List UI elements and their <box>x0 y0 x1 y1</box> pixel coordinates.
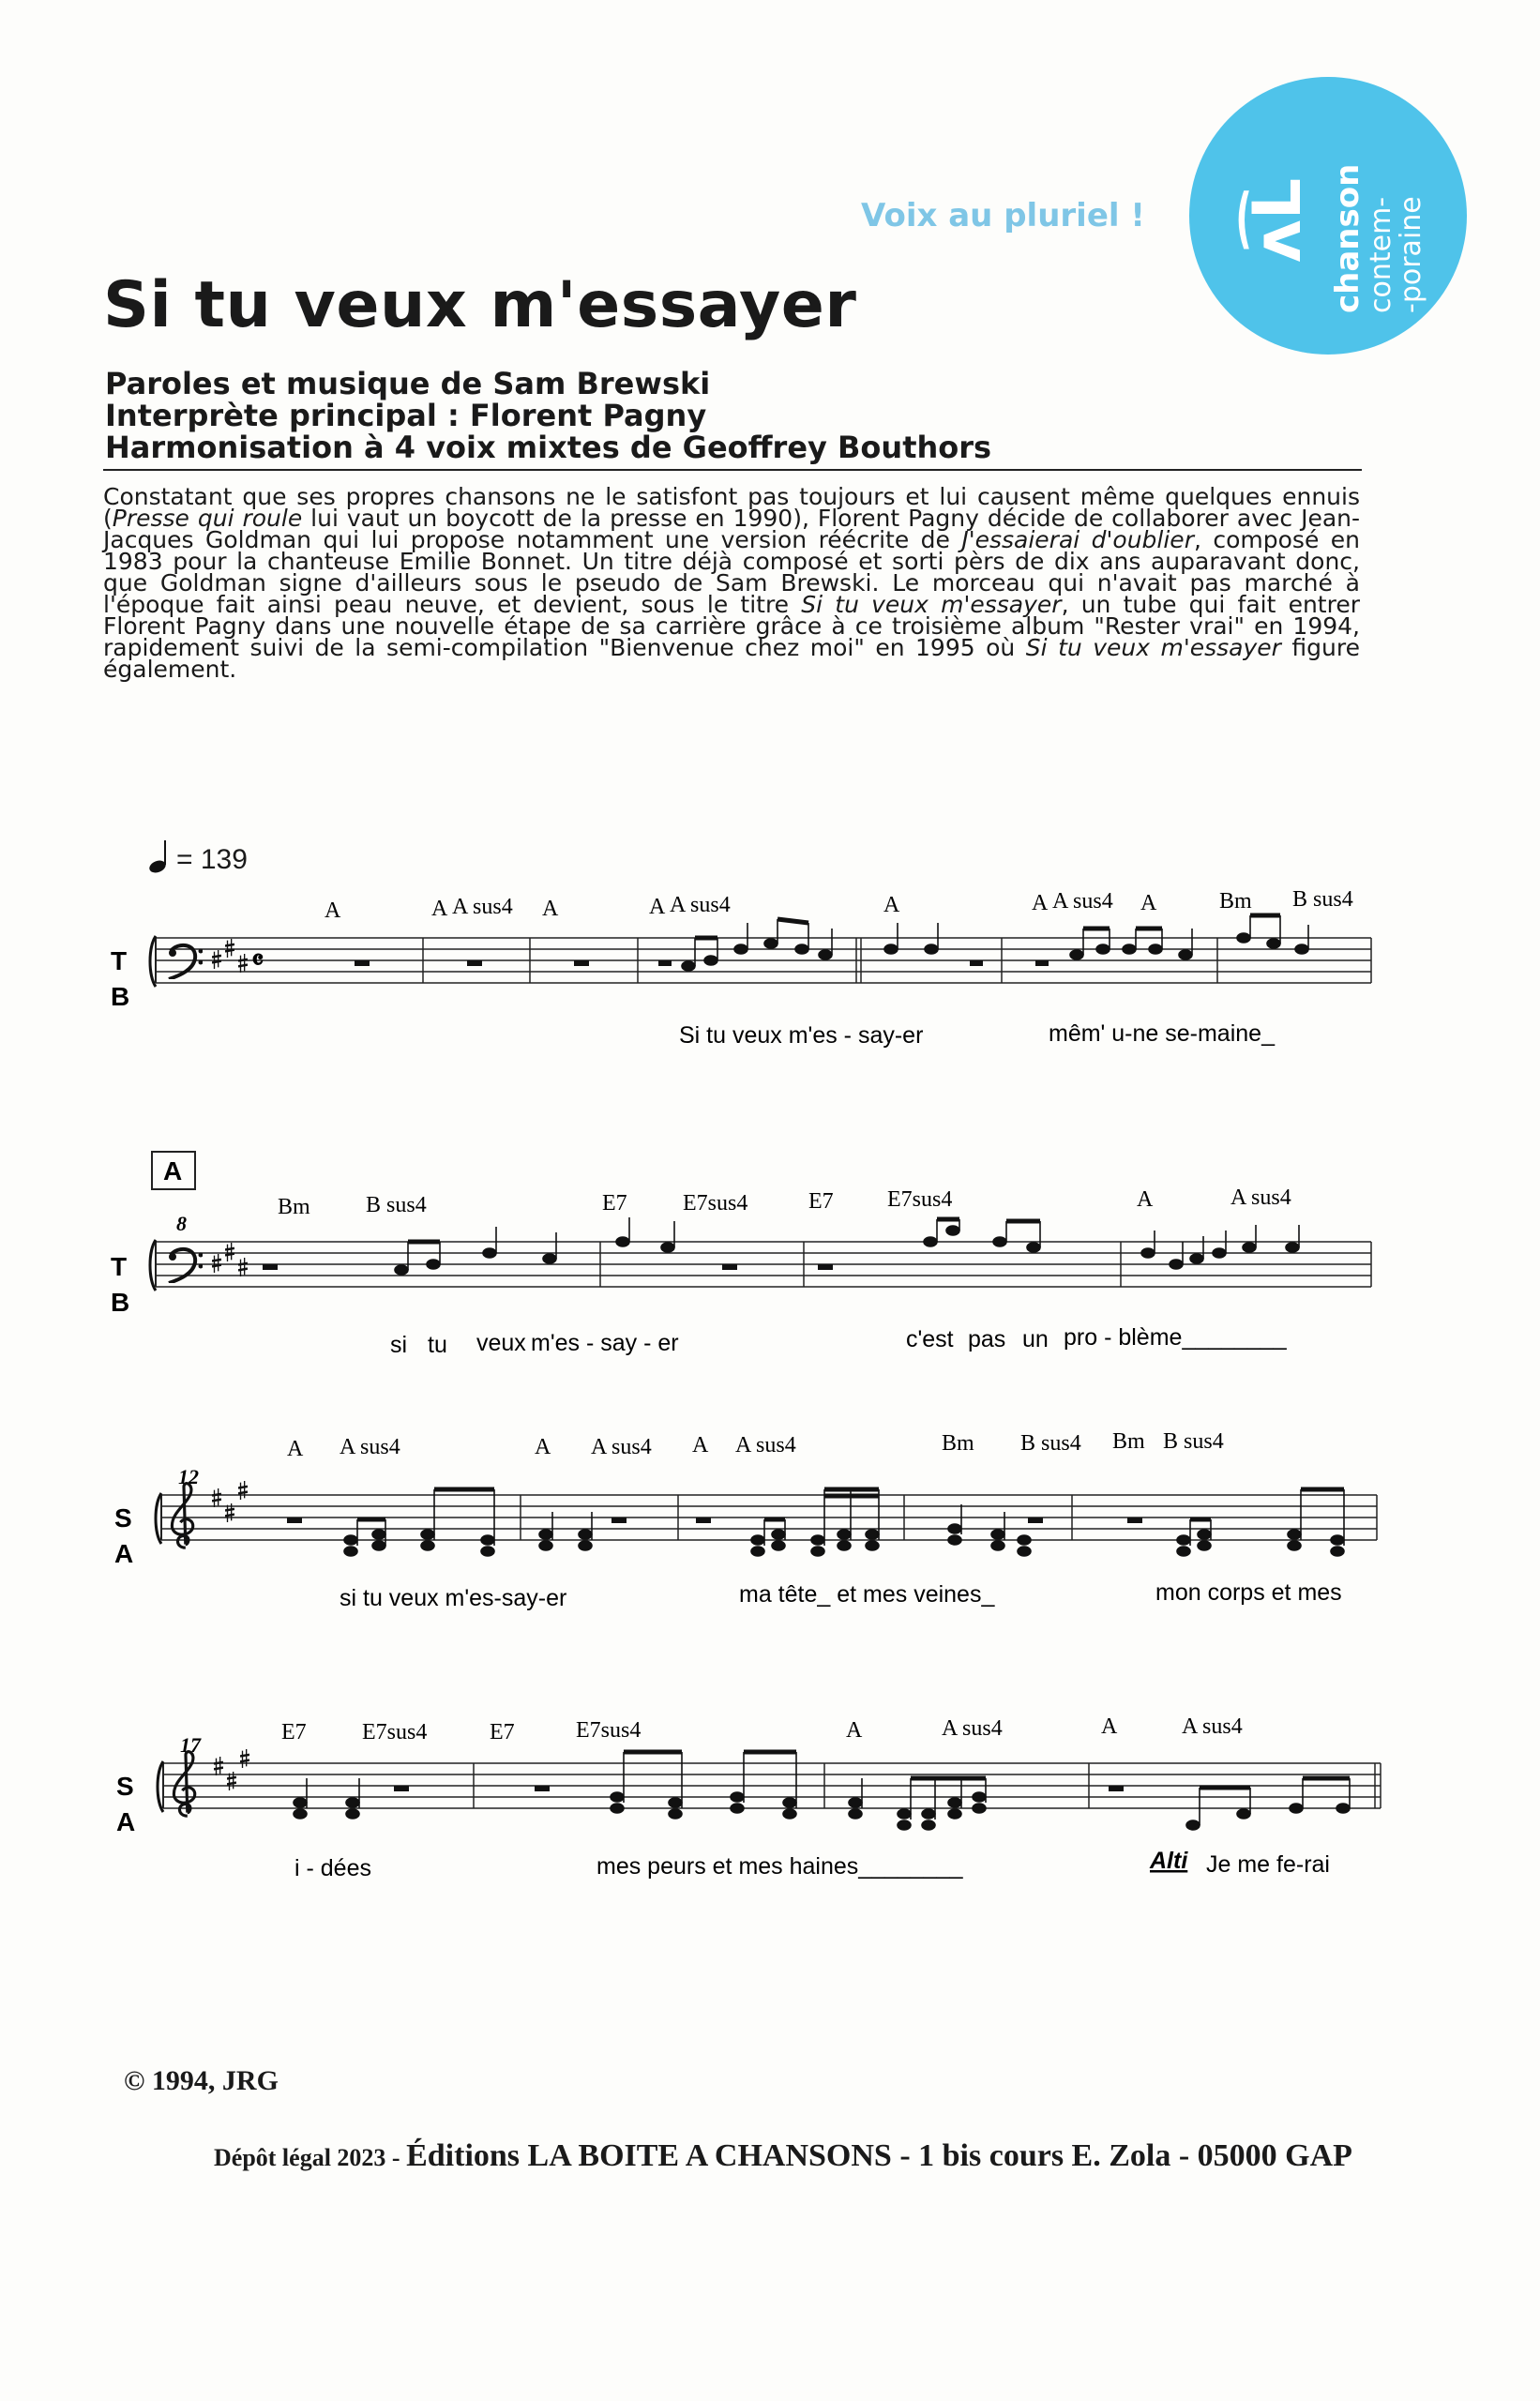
part-label-s: S <box>116 1772 134 1801</box>
chord-symbol: Bm <box>278 1195 310 1219</box>
chord-symbol: A <box>535 1435 551 1459</box>
credits-arrangement: Harmonisation à 4 voix mixtes de Geoffrey Bouthors <box>105 430 992 465</box>
treble-clef-icon <box>172 1484 192 1548</box>
lyric: m'es - say - er <box>531 1330 679 1356</box>
intro-text-3: , composé en 1983 pour la chanteuse Emilie Bonnet. Un titre déjà composé et sorti pèrs de dix ans auparavant donc, que Goldman signe d'ailleurs sous le pseudo de Sam Brewski. Le morceau qui n'avait pas marché à l'époque fait ainsi peau neuve, et devient, sous le titre <box>103 526 1360 618</box>
chord-symbol: E7 <box>808 1189 834 1214</box>
chord-symbol: Bm <box>942 1431 974 1456</box>
lyric: Je me fe-rai <box>1206 1851 1330 1878</box>
system-2 <box>111 1152 1371 1358</box>
notes-s1 <box>682 915 1308 971</box>
rest-icon <box>658 960 672 966</box>
footer-legal: Dépôt légal 2023 - <box>214 2144 407 2171</box>
chord-symbol: E7sus4 <box>683 1191 748 1216</box>
sharp-icon <box>225 1243 234 1261</box>
chord-symbol: A sus4 <box>735 1433 796 1457</box>
lyric: veux <box>476 1330 526 1356</box>
chord-symbols-s3 <box>287 1429 1224 1461</box>
chord-symbol: A <box>1032 891 1049 915</box>
tempo-value: = 139 <box>176 844 248 875</box>
chord-symbol: A <box>542 897 559 921</box>
part-label-s: S <box>114 1503 132 1533</box>
rest-icon <box>574 960 589 966</box>
system-3 <box>114 1429 1377 1611</box>
sharp-icon <box>238 954 248 973</box>
sharp-icon <box>240 1749 249 1768</box>
logo-word-2: contem- <box>1365 196 1397 313</box>
measure-number: 12 <box>178 1465 199 1488</box>
chord-symbol: A <box>846 1718 863 1743</box>
chord-symbol: A sus4 <box>670 893 731 917</box>
chord-symbols-s1 <box>325 887 1353 923</box>
intro-italic-4: Si tu veux m'essayer <box>1025 634 1281 661</box>
footer-publisher-address: Éditions LA BOITE A CHANSONS - 1 bis cours E. Zola - 05000 GAP <box>406 2138 1352 2173</box>
intro-text-4: , un tube qui fait entrer Florent Pagny dans une nouvelle étape de sa carrière grâce à ce troisième album "Rester vrai" en 1994, rapidement suivi de la semi-compilation "Bienvenue chez moi" en 1995 où <box>103 591 1360 661</box>
part-label-b: B <box>111 1288 130 1317</box>
lyric: pro - blème________ <box>1064 1324 1287 1351</box>
system-1 <box>111 887 1371 1049</box>
chord-symbol: B sus4 <box>1020 1431 1081 1456</box>
intro-italic-1: Presse qui roule <box>112 505 303 532</box>
rehearsal-mark: A <box>163 1156 183 1185</box>
page-title: Si tu veux m'essayer <box>103 268 857 342</box>
lyric: si tu veux m'es-say-er <box>340 1585 567 1611</box>
lyric: mon corps et mes <box>1155 1579 1342 1606</box>
credits-performer: Interprète principal : Florent Pagny <box>105 398 707 433</box>
chord-symbol: A sus4 <box>1052 889 1113 914</box>
lyric: ma tête_ et mes veines_ <box>739 1581 995 1608</box>
logo-word-3: -poraine <box>1395 196 1427 313</box>
system-4 <box>116 1714 1381 1881</box>
chord-symbol: A <box>649 895 666 919</box>
measure-number: 8 <box>176 1212 187 1235</box>
chord-symbol: A sus4 <box>942 1716 1003 1741</box>
chord-symbol: A <box>1140 891 1157 915</box>
chord-symbol: B sus4 <box>366 1193 427 1217</box>
sharp-icon <box>238 1258 248 1276</box>
logo-word-1: chanson <box>1329 163 1366 313</box>
sharp-icon <box>225 939 234 958</box>
intro-text-2: lui vaut un boycott de la presse en 1990), Florent Pagny décide de collaborer avec Jean-Jacques Goldman qui lui propose notamment une version réécrite de <box>103 505 1361 553</box>
lyric: Si tu veux m'es - say-er <box>679 1022 924 1049</box>
chord-symbol: A sus4 <box>340 1435 400 1459</box>
chord-symbol: B sus4 <box>1292 887 1353 912</box>
chord-symbol: A sus4 <box>452 895 513 919</box>
part-label-b: B <box>111 982 130 1011</box>
chord-symbol: E7sus4 <box>362 1720 428 1744</box>
lyric: mes peurs et mes haines________ <box>596 1853 963 1880</box>
credits-lyrics-music: Paroles et musique de Sam Brewski <box>105 366 711 401</box>
chord-symbol: A <box>325 898 341 923</box>
chord-symbol: E7 <box>490 1720 515 1744</box>
chord-symbol: A sus4 <box>591 1435 652 1459</box>
chord-symbol: Bm <box>1219 889 1252 914</box>
rest-icon <box>970 960 983 966</box>
sharp-icon <box>212 1254 221 1273</box>
intro-text-1: Constatant que ses propres chansons ne le satisfont pas toujours et lui causent même quelques ennuis ( <box>103 483 1360 532</box>
lyric: pas <box>968 1326 1006 1352</box>
chord-symbol: A <box>1101 1714 1118 1739</box>
copyright: © 1994, JRG <box>124 2065 279 2096</box>
chord-symbol: E7 <box>602 1191 627 1216</box>
lyric: i - dées <box>294 1855 371 1881</box>
sharp-icon <box>214 1757 223 1775</box>
common-time-icon: 𝄴 <box>251 945 264 976</box>
chord-symbol: E7 <box>281 1720 307 1744</box>
chord-symbol: A sus4 <box>1230 1185 1291 1210</box>
chord-symbol: E7sus4 <box>887 1187 953 1212</box>
intro-text-5: figure également. <box>103 634 1360 683</box>
lyric: tu <box>428 1332 447 1358</box>
part-label-a: A <box>114 1539 134 1568</box>
lyric: c'est <box>906 1326 954 1352</box>
chord-symbols-s2 <box>278 1185 1291 1219</box>
chord-symbol: A <box>431 897 448 921</box>
chord-symbol: B sus4 <box>1163 1429 1224 1454</box>
voice-cue: Alti <box>1150 1848 1188 1874</box>
logo-mark: ʌ͡L <box>1239 177 1316 263</box>
footer-publisher <box>214 2138 1352 2174</box>
tagline: Voix au pluriel ! <box>861 197 1145 234</box>
intro-italic-2: J'essaierai d'oublier <box>961 526 1194 553</box>
chord-symbol: Bm <box>1112 1429 1145 1454</box>
chord-symbol: A <box>1137 1187 1154 1212</box>
lyric: si <box>390 1332 408 1358</box>
part-label-a: A <box>116 1807 136 1836</box>
treble-clef-icon <box>174 1752 194 1817</box>
lyric: un <box>1022 1326 1049 1352</box>
lyric: mêm' u-ne se-maine_ <box>1049 1020 1275 1047</box>
sharp-icon <box>212 1488 221 1507</box>
part-label-t: T <box>111 1252 128 1281</box>
bass-clef-icon <box>169 1249 204 1283</box>
chord-symbol: E7sus4 <box>576 1718 642 1743</box>
chord-symbols-s4 <box>281 1714 1243 1744</box>
rest-icon <box>1035 960 1049 966</box>
chord-symbol: A <box>287 1437 304 1461</box>
chord-symbol: A <box>692 1433 709 1457</box>
rest-icon <box>467 960 482 966</box>
bass-clef-icon <box>169 945 204 979</box>
sharp-icon <box>238 1481 248 1500</box>
intro-italic-3: Si tu veux m'essayer <box>801 591 1062 618</box>
sharp-icon <box>212 950 221 969</box>
measure-number: 17 <box>180 1733 201 1757</box>
chord-symbol: A <box>883 893 900 917</box>
part-label-t: T <box>111 946 128 975</box>
chord-symbol: A sus4 <box>1182 1714 1243 1739</box>
rest-icon <box>355 960 370 966</box>
